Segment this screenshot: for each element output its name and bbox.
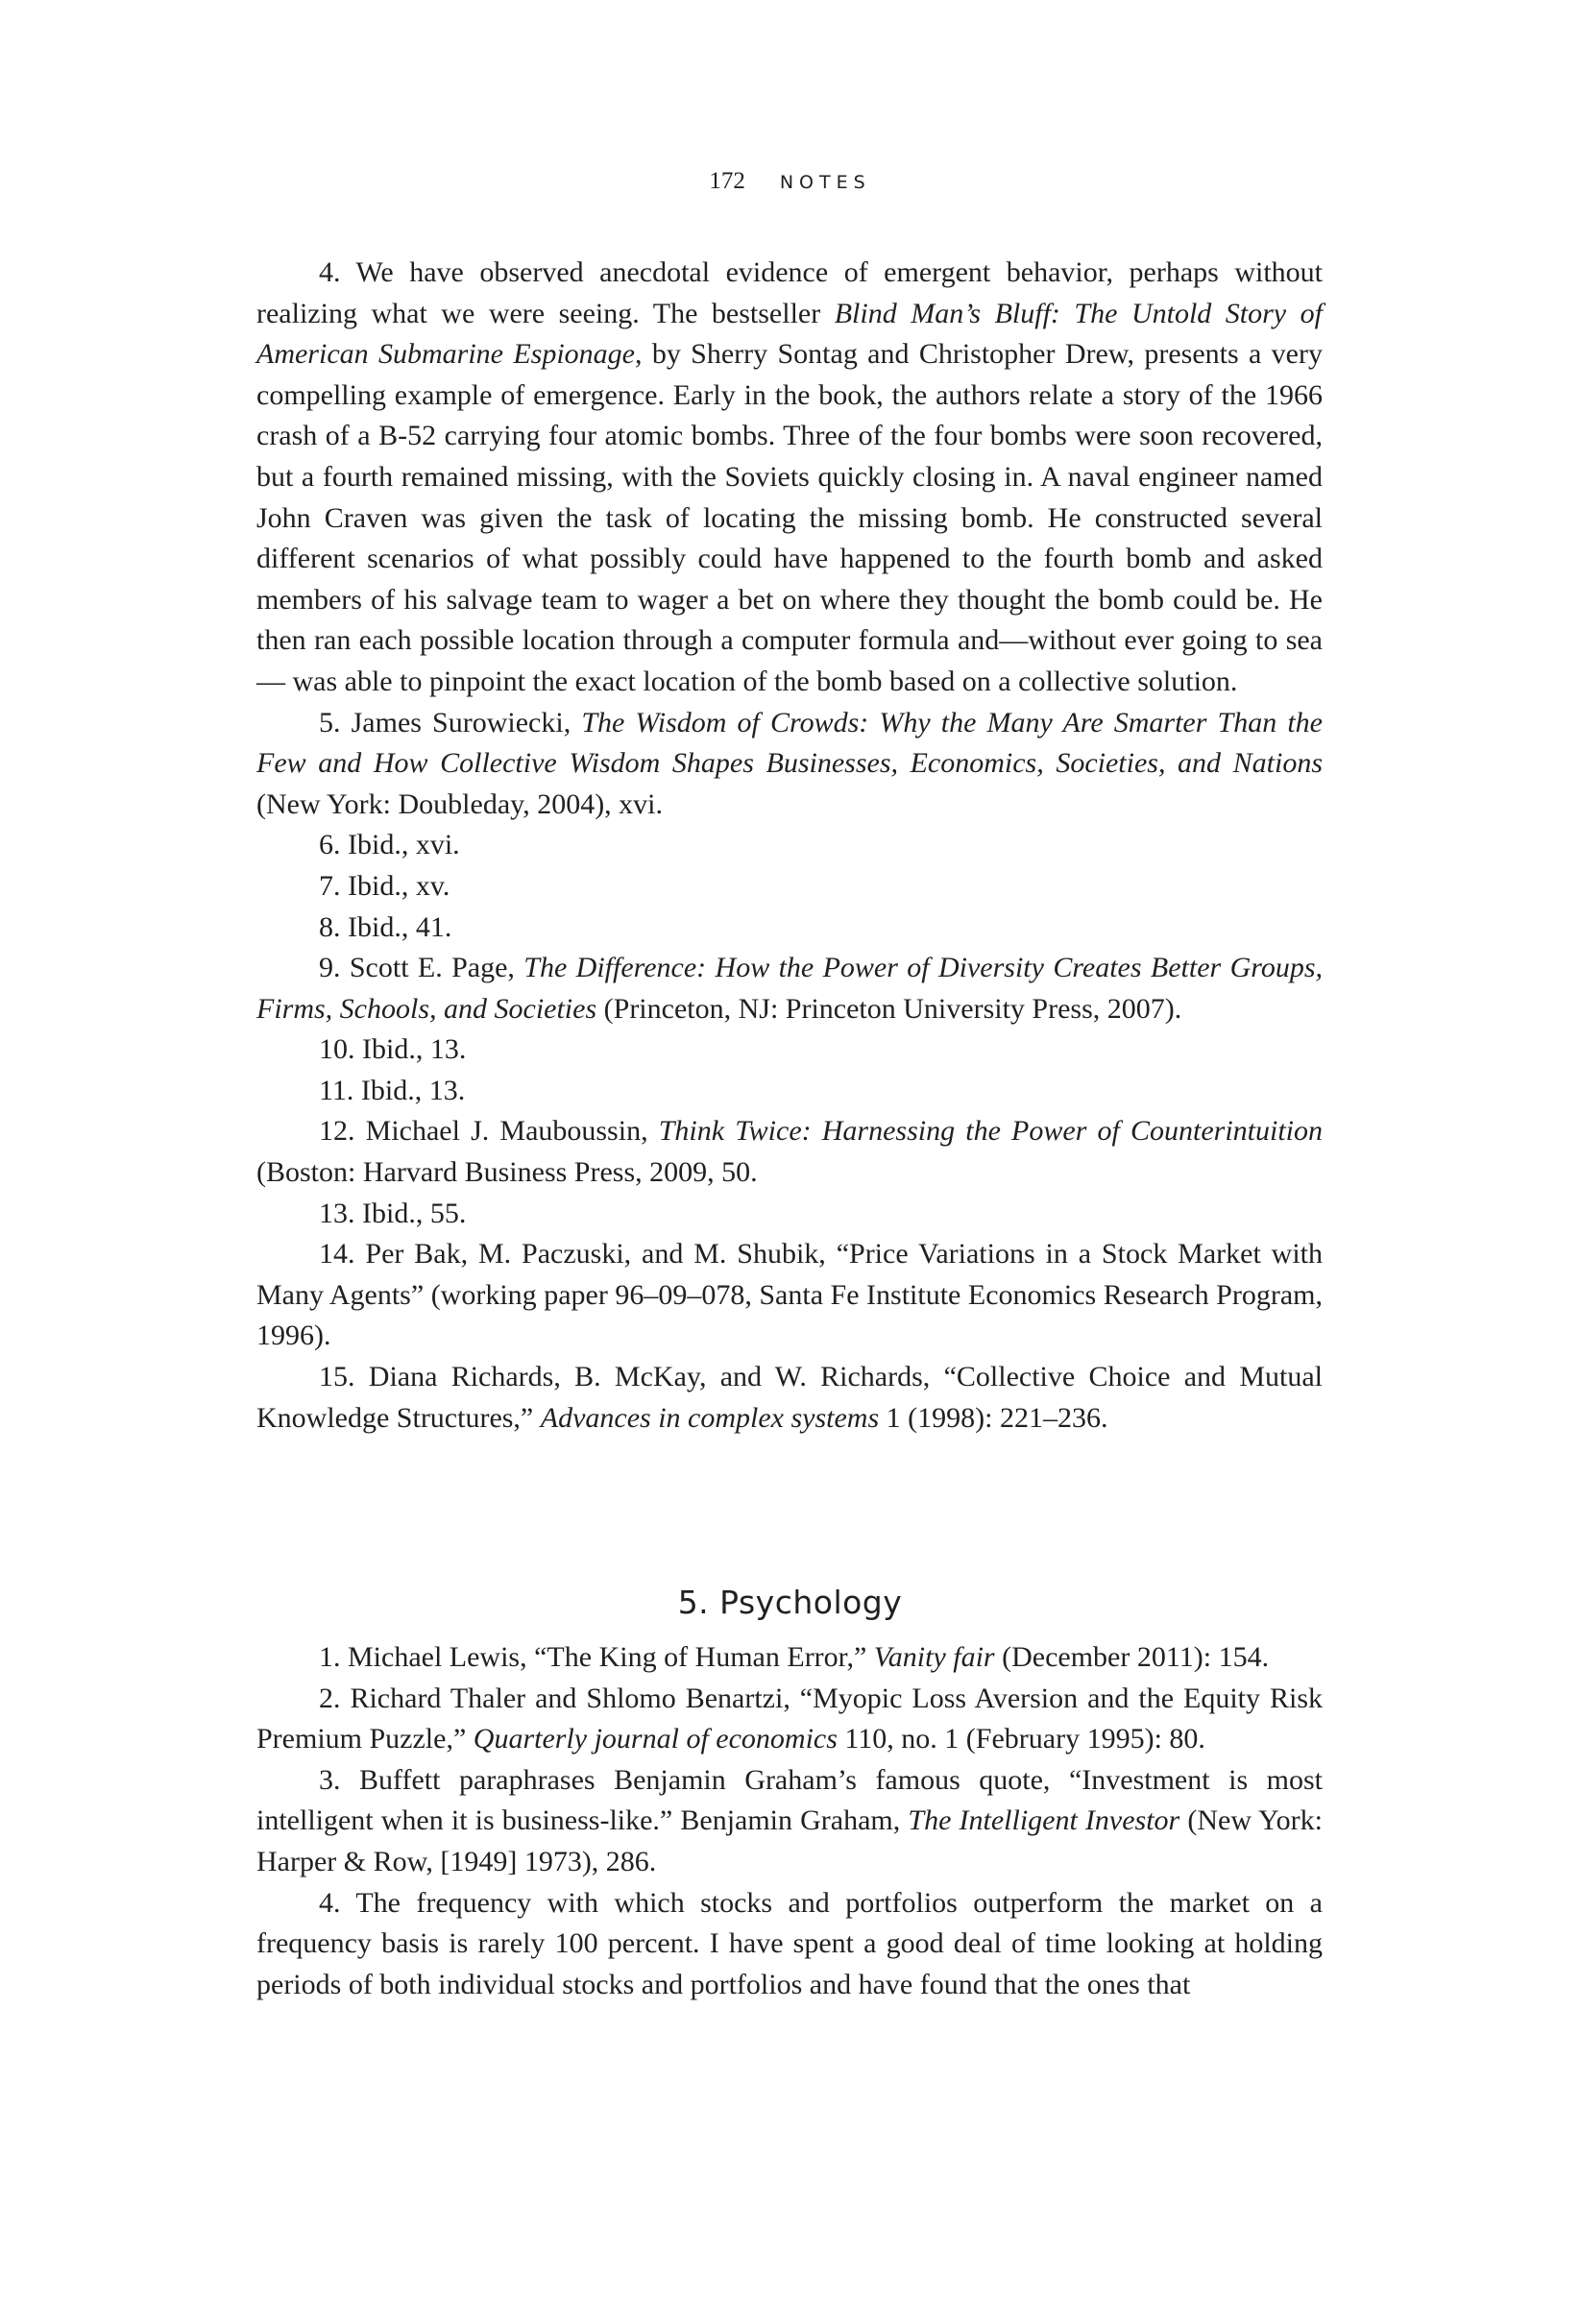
endnote-text: The frequency with which stocks and portfolios outperform the market on a frequency basis is rarely 100 percent. I have spent a good deal of time looking at holding periods of both individual stocks and portfolios and have found that the ones that <box>256 1886 1323 2000</box>
endnote-text: (December 2011): 154. <box>994 1641 1270 1673</box>
endnote-text: (Boston: Harvard Business Press, 2009, 50. <box>256 1156 758 1189</box>
endnote-text: Per Bak, M. Paczuski, and M. Shubik, “Price Variations in a Stock Market with Many Agents” (working paper 96–09–078, Santa Fe Institute Economics Research Program, 1996). <box>256 1238 1323 1352</box>
endnote-number: 15. <box>319 1361 355 1393</box>
endnote-text: Ibid., xvi. <box>340 829 460 861</box>
endnote-text: (Princeton, NJ: Princeton University Press, 2007). <box>596 992 1182 1025</box>
endnote-text: Ibid., 13. <box>353 1074 466 1106</box>
endnote-text: Richard Thaler and Shlomo Benartzi, “Myopic Loss Aversion and the Equity Risk Premium Puzzle,” <box>256 1682 1323 1755</box>
endnote-text: 110, no. 1 (February 1995): 80. <box>837 1723 1205 1755</box>
endnote-number: 4. <box>319 1886 341 1919</box>
endnote-number: 12. <box>319 1115 355 1148</box>
endnote-text: Michael J. Mauboussin, <box>354 1115 659 1148</box>
endnote-item <box>256 825 1323 866</box>
endnote-number: 14. <box>319 1238 355 1271</box>
chapter-heading: 5. Psychology <box>677 1584 903 1622</box>
endnote-text: (New York: Harper & Row, [1949] 1973), 286. <box>256 1804 1323 1877</box>
endnote-item <box>256 1679 1323 1760</box>
endnote-text: 1 (1998): 221–236. <box>879 1401 1108 1434</box>
endnote-number: 2. <box>319 1682 341 1714</box>
endnote-text: Diana Richards, B. McKay, and W. Richards, “Collective Choice and Mutual Knowledge Structures,” <box>256 1361 1323 1434</box>
endnote-text: Ibid., 41. <box>340 910 452 943</box>
endnote-number: 13. <box>319 1197 355 1229</box>
endnote-number: 3. <box>319 1763 341 1796</box>
endnote-number: 10. <box>319 1033 355 1066</box>
endnote-item <box>256 1234 1323 1357</box>
endnote-item <box>256 948 1323 1029</box>
endnote-number: 9. <box>319 952 341 984</box>
endnote-title: The Difference: How the Power of Diversity Creates Better Groups, Firms, Schools, and Societies <box>256 952 1323 1025</box>
running-head <box>0 167 1580 197</box>
endnote-item <box>256 253 1323 703</box>
endnote-title: The Intelligent Investor <box>908 1804 1180 1837</box>
endnote-item <box>256 1357 1323 1439</box>
endnote-number: 7. <box>319 869 341 902</box>
chapter-5-notes <box>256 1637 1323 2005</box>
section-label: NOTES <box>779 172 871 193</box>
endnote-title: Advances in complex systems <box>540 1401 880 1434</box>
endnote-number: 11. <box>319 1074 354 1106</box>
endnote-number: 4. <box>319 256 341 288</box>
endnote-number: 1. <box>319 1641 341 1673</box>
endnote-item <box>256 703 1323 826</box>
endnote-text: We have observed anecdotal evidence of emergent behavior, perhaps without realizing what we were seeing. The bestseller <box>256 256 1323 329</box>
endnote-number: 5. <box>319 706 341 738</box>
endnote-text: (New York: Doubleday, 2004), xvi. <box>256 787 664 820</box>
endnote-item <box>256 1194 1323 1235</box>
endnote-text: Michael Lewis, “The King of Human Error,” <box>340 1641 874 1673</box>
endnote-text: , by Sherry Sontag and Christopher Drew, presents a very compelling example of emergence. Early in the book, the authors relate a story of the 1966 crash of a B-52 carrying four atomic bombs. Three of the four bombs were soon recovered, but a fourth remained missing, with the Soviets quickly closing in. A naval engineer named John Craven was given the task of locating the missing bomb. He constructed several different scenarios of what possibly could have happened to the fourth bomb and asked members of his salvage team to wager a bet on where they thought the bomb could be. He then ran each possible location through a computer formula and—without ever going to sea— was able to pinpoint the exact location of the bomb based on a collective solution. <box>256 338 1323 697</box>
endnote-item <box>256 1111 1323 1193</box>
endnote-item <box>256 866 1323 908</box>
endnote-item <box>256 1071 1323 1112</box>
endnote-item <box>256 1883 1323 2006</box>
endnote-text: Buffett paraphrases Benjamin Graham’s famous quote, “Investment is most intelligent when it is business-like.” Benjamin Graham, <box>256 1763 1323 1837</box>
endnote-title: The Wisdom of Crowds: Why the Many Are Smarter Than the Few and How Collective Wisdom Shapes Businesses, Economics, Societies, and Nations <box>256 706 1323 780</box>
endnote-title: Quarterly journal of economics <box>473 1723 838 1755</box>
endnote-title: Think Twice: Harnessing the Power of Counterintuition <box>658 1115 1324 1148</box>
endnote-item <box>256 1029 1323 1071</box>
endnote-item <box>256 908 1323 949</box>
endnote-number: 8. <box>319 910 341 943</box>
endnote-text: Ibid., xv. <box>340 869 450 902</box>
endnote-text: Ibid., 13. <box>354 1033 467 1066</box>
endnote-number: 6. <box>319 829 341 861</box>
endnote-title: Blind Man’s Bluff: The Untold Story of American Submarine Espionage <box>256 297 1323 371</box>
page-number: 172 <box>709 168 745 194</box>
endnote-text: Scott E. Page, <box>340 952 524 984</box>
endnote-title: Vanity fair <box>873 1641 995 1673</box>
endnote-item <box>256 1760 1323 1883</box>
endnote-text: Ibid., 55. <box>354 1197 467 1229</box>
endnote-item <box>256 1637 1323 1679</box>
chapter-4-notes <box>256 253 1323 1439</box>
endnote-text: James Surowiecki, <box>340 706 582 738</box>
